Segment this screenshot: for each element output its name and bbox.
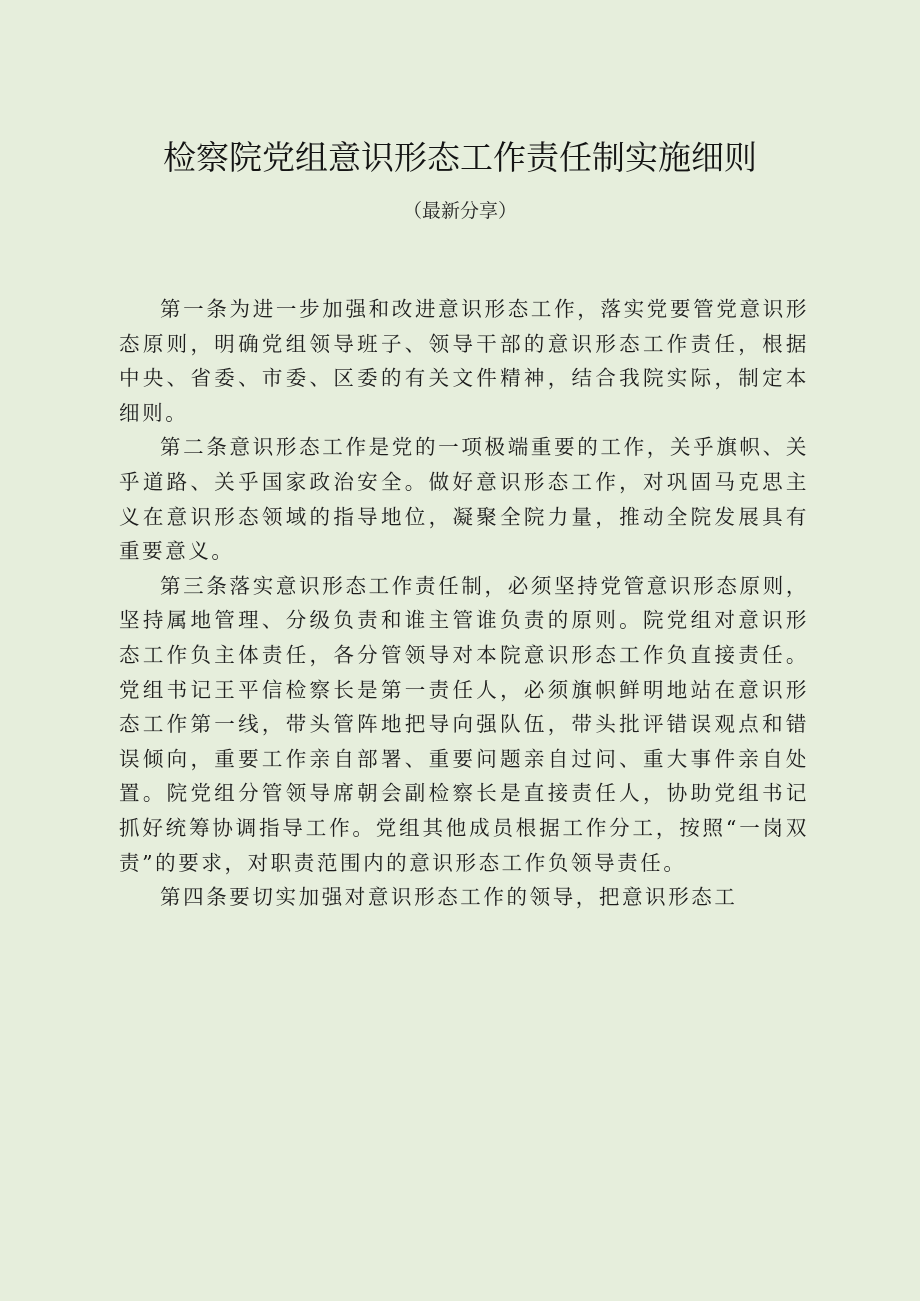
article-2-paragraph: 第二条意识形态工作是党的一项极端重要的工作，关乎旗帜、关乎道路、关乎国家政治安全。做好意识形态工作，对巩固马克思主义在意识形态领域的指导地位，凝聚全院力量，推动全院发展具有重要意义。 (119, 435, 809, 564)
article-1-paragraph: 第一条为进一步加强和改进意识形态工作，落实党要管党意识形态原则，明确党组领导班子、领导干部的意识形态工作责任，根据中央、省委、市委、区委的有关文件精神，结合我院实际，制定本细则。 (119, 297, 809, 425)
document-subtitle: （最新分享） (402, 200, 517, 222)
article-3-paragraph: 第三条落实意识形态工作责任制，必须坚持党管意识形态原则，坚持属地管理、分级负责和谁主管谁负责的原则。院党组对意识形态工作负主体责任，各分管领导对本院意识形态工作负直接责任。党组书记王平信检察长是第一责任人，必须旗帜鲜明地站在意识形态工作第一线，带头管阵地把导向强队伍，带头批评错误观点和错误倾向，重要工作亲自部署、重要问题亲自过问、重大事件亲自处置。院党组分管领导席朝会副检察长是直接责任人，协助党组书记抓好统筹协调指导工作。党组其他成员根据工作分工，按照“一岗双责”的要求，对职责范围内的意识形态工作负领导责任。 (119, 573, 809, 875)
document-title: 检察院党组意识形态工作责任制实施细则 (163, 138, 757, 177)
article-4-paragraph: 第四条要切实加强对意识形态工作的领导，把意识形态工 (160, 885, 738, 910)
document-body (119, 292, 809, 915)
